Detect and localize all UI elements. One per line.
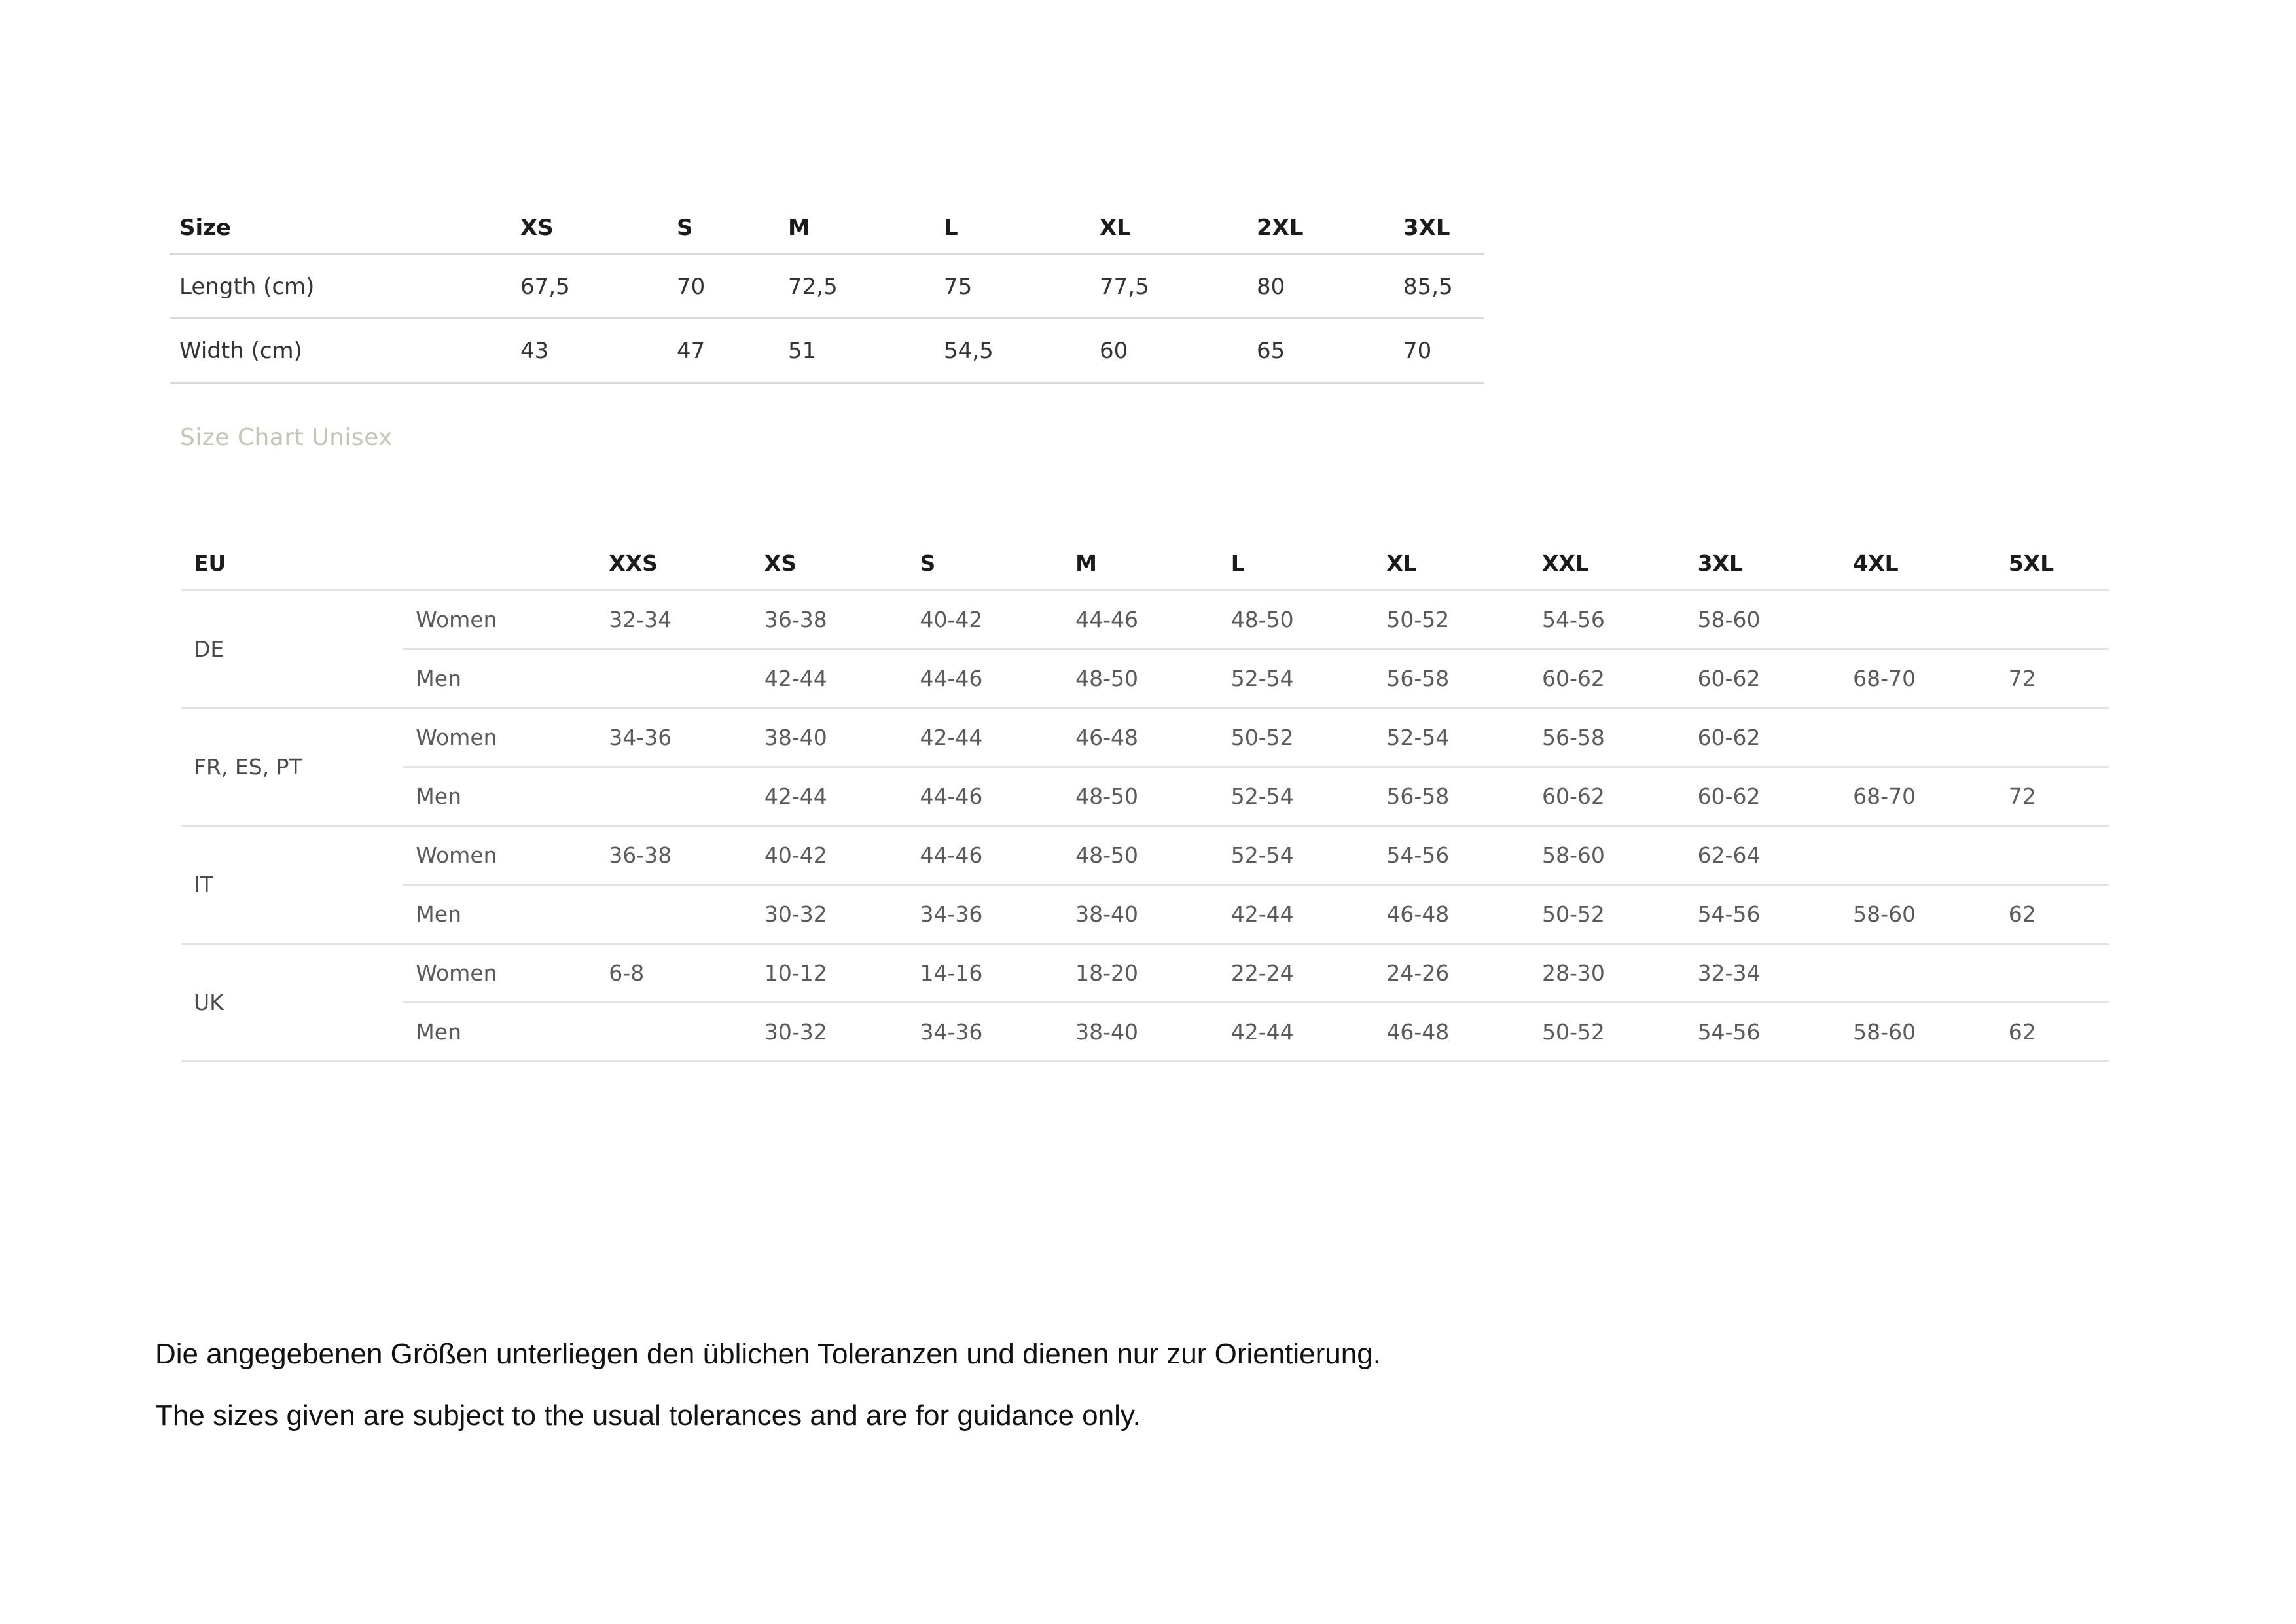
header-3xl: 3XL xyxy=(1403,215,1450,241)
size-cell: 24-26 xyxy=(1374,944,1530,1003)
conversion-header-row xyxy=(181,537,2109,590)
size-cell: 50-52 xyxy=(1530,1003,1685,1062)
header-s: S xyxy=(677,215,693,241)
size-cell: 42-44 xyxy=(1219,1003,1374,1062)
measurement-cell: 80 xyxy=(1257,273,1285,300)
size-cell xyxy=(1840,826,1996,885)
size-cell: 38-40 xyxy=(1063,885,1219,944)
measurement-header-row xyxy=(170,203,1484,254)
measurement-cell: 47 xyxy=(677,337,706,364)
gender-label: Women xyxy=(403,826,596,885)
size-cell: 52-54 xyxy=(1219,826,1374,885)
gender-label: Men xyxy=(403,1003,596,1062)
size-cell xyxy=(1840,708,1996,767)
size-cell: 54-56 xyxy=(1685,885,1841,944)
size-cell: 60-62 xyxy=(1530,767,1685,826)
size-cell xyxy=(596,767,752,826)
size-cell xyxy=(596,649,752,708)
size-cell: 60-62 xyxy=(1530,649,1685,708)
gender-label: Men xyxy=(403,885,596,944)
header-size-5xl: 5XL xyxy=(2008,550,2054,576)
size-cell: 48-50 xyxy=(1063,649,1219,708)
measurement-cell: 77,5 xyxy=(1100,273,1149,300)
measurement-cell: 67,5 xyxy=(520,273,570,300)
header-m: M xyxy=(788,215,810,241)
size-cell xyxy=(1840,590,1996,649)
measurement-cell: 60 xyxy=(1100,337,1128,364)
size-cell: 54-56 xyxy=(1374,826,1530,885)
size-cell xyxy=(1996,590,2109,649)
conversion-row xyxy=(181,1003,2109,1062)
size-cell: 46-48 xyxy=(1374,1003,1530,1062)
size-cell xyxy=(596,1003,752,1062)
size-cell: 22-24 xyxy=(1219,944,1374,1003)
size-cell: 40-42 xyxy=(752,826,908,885)
size-cell: 58-60 xyxy=(1840,1003,1996,1062)
tolerance-note-english: The sizes given are subject to the usual tolerances and are for guidance only. xyxy=(155,1399,1141,1432)
size-cell: 54-56 xyxy=(1685,1003,1841,1062)
size-cell: 68-70 xyxy=(1840,767,1996,826)
region-label: UK xyxy=(181,944,403,1062)
measurement-table xyxy=(170,203,1484,384)
size-cell: 46-48 xyxy=(1063,708,1219,767)
size-cell: 52-54 xyxy=(1219,649,1374,708)
header-size-l: L xyxy=(1230,550,1245,576)
size-cell: 56-58 xyxy=(1374,767,1530,826)
size-cell: 60-62 xyxy=(1685,708,1841,767)
header-size-xl: XL xyxy=(1386,550,1417,576)
size-cell: 34-36 xyxy=(908,885,1064,944)
size-cell xyxy=(1996,826,2109,885)
chart-caption: Size Chart Unisex xyxy=(180,424,393,451)
size-cell xyxy=(1996,944,2109,1003)
size-cell: 34-36 xyxy=(908,1003,1064,1062)
size-cell: 50-52 xyxy=(1530,885,1685,944)
header-2xl: 2XL xyxy=(1257,215,1304,241)
header-size: Size xyxy=(179,215,231,241)
size-cell: 32-34 xyxy=(1685,944,1841,1003)
size-cell: 68-70 xyxy=(1840,649,1996,708)
region-label: IT xyxy=(181,826,403,944)
size-cell xyxy=(1840,944,1996,1003)
size-cell xyxy=(596,885,752,944)
row-label: Width (cm) xyxy=(179,337,302,364)
header-xs: XS xyxy=(520,215,554,241)
header-l: L xyxy=(944,215,958,241)
size-cell: 18-20 xyxy=(1063,944,1219,1003)
header-size-xs: XS xyxy=(764,550,797,576)
size-cell: 72 xyxy=(1996,767,2109,826)
header-gender xyxy=(403,537,596,590)
conversion-row xyxy=(181,767,2109,826)
size-cell: 38-40 xyxy=(1063,1003,1219,1062)
size-cell: 50-52 xyxy=(1219,708,1374,767)
size-cell: 60-62 xyxy=(1685,767,1841,826)
size-cell: 62-64 xyxy=(1685,826,1841,885)
gender-label: Women xyxy=(403,944,596,1003)
size-cell: 62 xyxy=(1996,885,2109,944)
size-cell: 58-60 xyxy=(1840,885,1996,944)
measurement-row xyxy=(170,254,1484,319)
measurement-cell: 75 xyxy=(944,273,973,300)
size-cell: 42-44 xyxy=(908,708,1064,767)
size-cell: 42-44 xyxy=(752,767,908,826)
size-cell: 48-50 xyxy=(1063,767,1219,826)
size-cell: 28-30 xyxy=(1530,944,1685,1003)
tolerance-note-german: Die angegebenen Größen unterliegen den üblichen Toleranzen und dienen nur zur Orientierung. xyxy=(155,1338,1381,1370)
size-cell: 54-56 xyxy=(1530,590,1685,649)
size-conversion-table xyxy=(181,537,2109,1062)
size-cell: 34-36 xyxy=(596,708,752,767)
measurement-cell: 70 xyxy=(677,273,706,300)
size-cell: 42-44 xyxy=(1219,885,1374,944)
size-cell: 58-60 xyxy=(1685,590,1841,649)
size-cell: 48-50 xyxy=(1219,590,1374,649)
size-cell: 44-46 xyxy=(908,649,1064,708)
size-cell: 42-44 xyxy=(752,649,908,708)
header-size-s: S xyxy=(920,550,936,576)
size-cell: 56-58 xyxy=(1374,649,1530,708)
header-size-xxl: XXL xyxy=(1541,550,1589,576)
size-cell: 30-32 xyxy=(752,885,908,944)
header-xl: XL xyxy=(1100,215,1131,241)
conversion-row xyxy=(181,944,2109,1003)
size-cell: 72 xyxy=(1996,649,2109,708)
measurement-cell: 72,5 xyxy=(788,273,838,300)
size-cell: 62 xyxy=(1996,1003,2109,1062)
region-label: FR, ES, PT xyxy=(181,708,403,826)
header-size-xxs: XXS xyxy=(609,550,658,576)
header-eu: EU xyxy=(194,550,226,576)
measurement-cell: 65 xyxy=(1257,337,1285,364)
conversion-row xyxy=(181,708,2109,767)
size-cell: 6-8 xyxy=(596,944,752,1003)
size-cell xyxy=(1996,708,2109,767)
size-cell: 10-12 xyxy=(752,944,908,1003)
measurement-cell: 51 xyxy=(788,337,817,364)
size-cell: 46-48 xyxy=(1374,885,1530,944)
conversion-row xyxy=(181,590,2109,649)
size-cell: 58-60 xyxy=(1530,826,1685,885)
gender-label: Men xyxy=(403,649,596,708)
size-cell: 48-50 xyxy=(1063,826,1219,885)
measurement-cell: 43 xyxy=(520,337,549,364)
size-cell: 40-42 xyxy=(908,590,1064,649)
size-cell: 14-16 xyxy=(908,944,1064,1003)
measurement-row xyxy=(170,319,1484,383)
size-cell: 44-46 xyxy=(908,767,1064,826)
measurement-cell: 54,5 xyxy=(944,337,994,364)
size-cell: 52-54 xyxy=(1374,708,1530,767)
gender-label: Women xyxy=(403,708,596,767)
size-cell: 60-62 xyxy=(1685,649,1841,708)
size-cell: 36-38 xyxy=(752,590,908,649)
gender-label: Men xyxy=(403,767,596,826)
header-size-3xl: 3XL xyxy=(1697,550,1743,576)
region-label: DE xyxy=(181,590,403,708)
conversion-row xyxy=(181,649,2109,708)
size-cell: 30-32 xyxy=(752,1003,908,1062)
conversion-row xyxy=(181,885,2109,944)
size-cell: 32-34 xyxy=(596,590,752,649)
size-cell: 52-54 xyxy=(1219,767,1374,826)
header-size-4xl: 4XL xyxy=(1853,550,1899,576)
row-label: Length (cm) xyxy=(179,273,315,300)
size-cell: 36-38 xyxy=(596,826,752,885)
measurement-cell: 85,5 xyxy=(1403,273,1453,300)
size-cell: 50-52 xyxy=(1374,590,1530,649)
gender-label: Women xyxy=(403,590,596,649)
header-size-m: M xyxy=(1075,550,1097,576)
size-cell: 44-46 xyxy=(908,826,1064,885)
measurement-cell: 70 xyxy=(1403,337,1432,364)
size-cell: 56-58 xyxy=(1530,708,1685,767)
size-cell: 44-46 xyxy=(1063,590,1219,649)
conversion-row xyxy=(181,826,2109,885)
size-cell: 38-40 xyxy=(752,708,908,767)
